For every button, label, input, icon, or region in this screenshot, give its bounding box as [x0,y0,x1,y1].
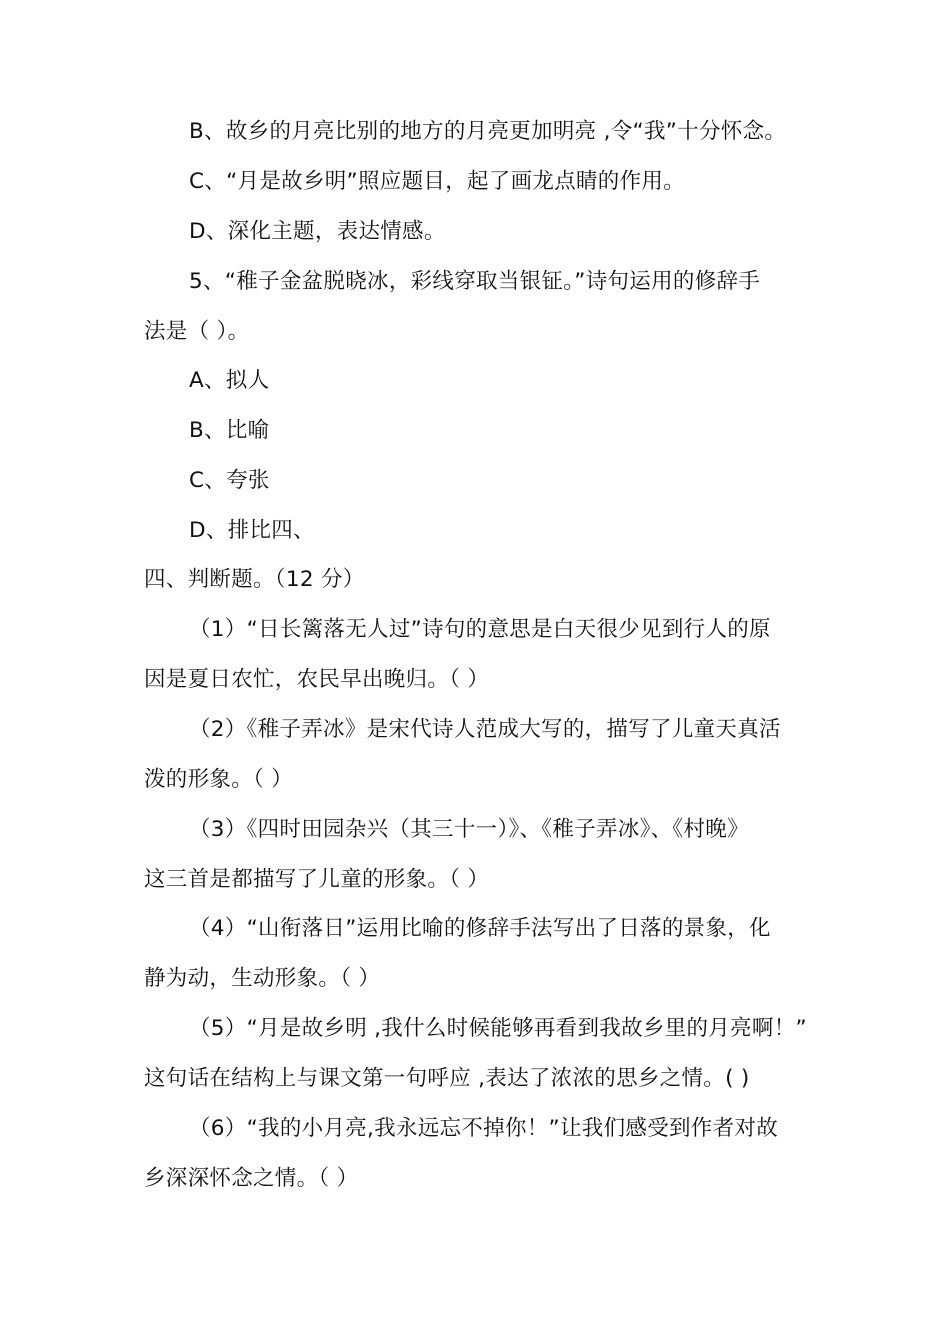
section4-heading: 四、判断题。（12 分） [144,567,365,592]
q4-option-b: B、故乡的月亮比别的地方的月亮更加明亮 ,令“我”十分怀念。 [189,119,787,144]
judge-item-5-line1: （5）“月是故乡明 ,我什么时候能够再看到我故乡里的月亮啊！” [189,1016,807,1041]
judge-item-2-line2: 泼的形象。（ ） [144,767,293,792]
q5-option-b: B、比喻 [189,418,270,443]
judge-item-1-line2: 因是夏日农忙，农民早出晚归。（ ） [144,667,490,692]
judge-item-2-line1: （2）《稚子弄冰》是宋代诗人范成大写的，描写了儿童天真活 [189,717,781,742]
q4-option-d: D、深化主题，表达情感。 [189,219,446,244]
judge-item-6-line1: （6）“我的小月亮,我永远忘不掉你！”让我们感受到作者对故 [189,1116,778,1141]
judge-item-4-line2: 静为动，生动形象。（ ） [144,966,381,991]
judge-item-4-line1: （4）“山衔落日”运用比喻的修辞手法写出了日落的景象，化 [189,916,771,941]
q5-option-a: A、拟人 [189,368,270,393]
judge-item-5-line2: 这句话在结构上与课文第一句呼应 ,表达了浓浓的思乡之情。( ) [144,1066,750,1091]
judge-item-1-line1: （1）“日长篱落无人过”诗句的意思是白天很少见到行人的原 [189,617,771,642]
judge-item-3-line1: （3）《四时田园杂兴（其三十一）》、《稚子弄冰》、《村晚》 [189,817,749,842]
judge-item-3-line2: 这三首是都描写了儿童的形象。（ ） [144,867,490,892]
q5-option-c: C、夸张 [189,468,270,493]
q5-stem-line2: 法是（ ）。 [144,319,250,344]
judge-item-6-line2: 乡深深怀念之情。（ ） [144,1166,359,1191]
q5-stem-line1: 5、“稚子金盆脱晓冰，彩线穿取当银钲。”诗句运用的修辞手 [189,269,761,294]
q5-option-d: D、排比四、 [189,518,315,543]
q4-option-c: C、“月是故乡明”照应题目，起了画龙点睛的作用。 [189,169,685,194]
